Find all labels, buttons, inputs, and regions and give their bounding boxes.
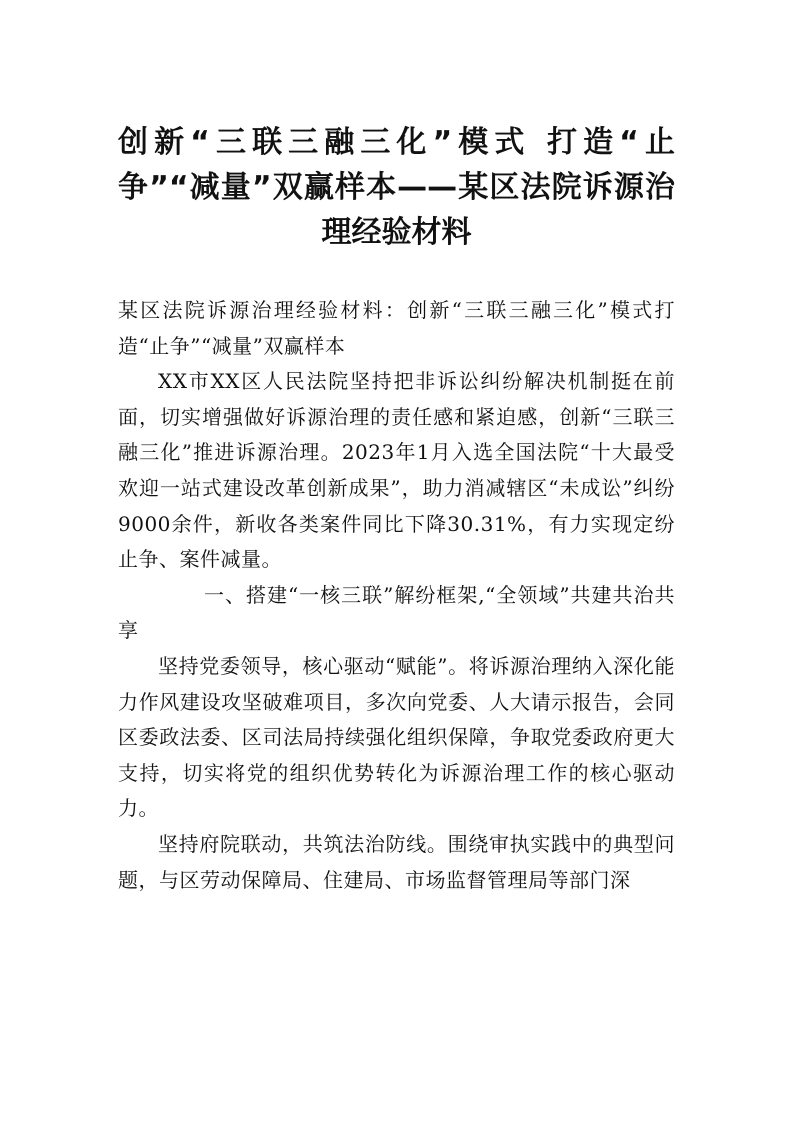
- subtitle-paragraph: 某区法院诉源治理经验材料：创新“三联三融三化”模式打造“止争”“减量”双赢样本: [118, 298, 675, 358]
- body-paragraph: 坚持府院联动，共筑法治防线。围绕审执实践中的典型问题，与区劳动保障局、住建局、市场监督管理局等部门深: [118, 831, 675, 892]
- body-paragraph: 坚持党委领导，核心驱动“赋能”。将诉源治理纳入深化能力作风建设攻坚破难项目，多次向党委、人大请示报告，会同区委政法委、区司法局持续强化组织保障，争取党委政府更大支持，切实将党的组织优势转化为诉源治理工作的核心驱动力。: [118, 653, 675, 821]
- section-heading: 一、搭建“一核三联”解纷框架,“全领域”共建共治共享: [118, 582, 675, 643]
- document-title: 创新“三联三融三化”模式 打造“止争”“减量”双赢样本——某区法院诉源治理经验材料: [118, 125, 675, 250]
- intro-paragraph: XX市XX区人民法院坚持把非诉讼纠纷解决机制挺在前面，切实增强做好诉源治理的责任感和紧迫感，创新“三联三融三化”推进诉源治理。2023年1月入选全国法院“十大最受欢迎一站式建设改革创新成果”，助力消减辖区“未成讼”纠纷9000余件，新收各类案件同比下降30.31%，有力实现定纷止争、案件减量。: [118, 369, 675, 572]
- document-body: [118, 293, 675, 898]
